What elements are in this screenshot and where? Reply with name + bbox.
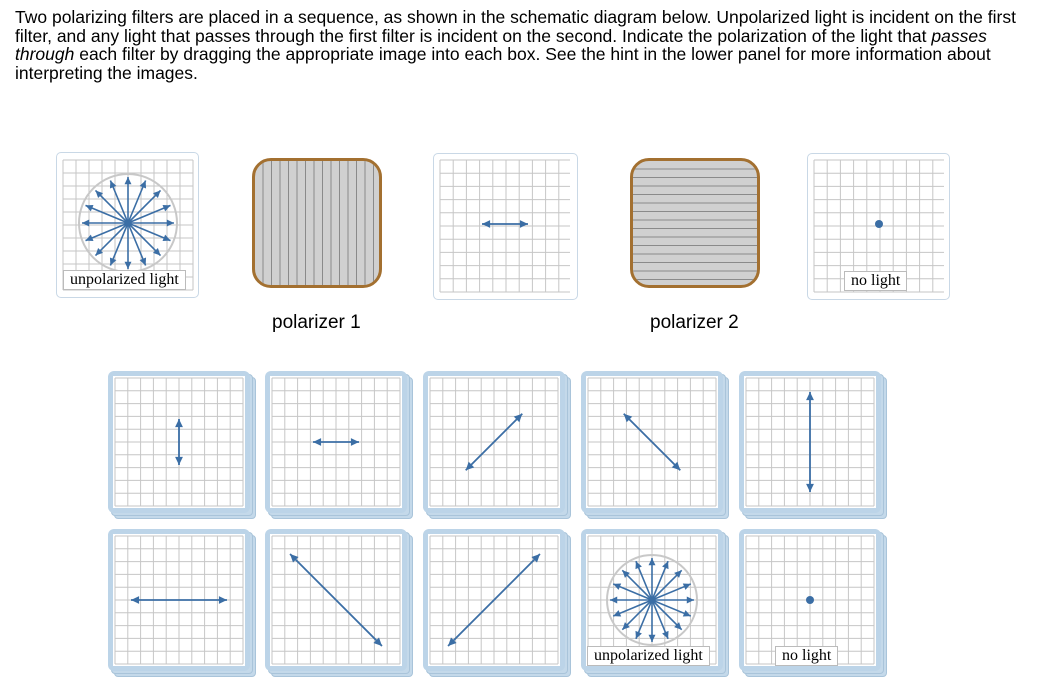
tile-short-horizontal[interactable]	[265, 371, 407, 513]
tile-short-diagonal-up[interactable]	[423, 371, 565, 513]
unpolarized-light-icon	[607, 555, 697, 645]
polarizer-2-horizontal-icon	[630, 158, 760, 288]
tile-short-diagonal-down[interactable]	[581, 371, 723, 513]
tile-grid	[586, 376, 718, 508]
tile-long-horizontal[interactable]	[108, 529, 250, 671]
no-light-dot-icon	[875, 220, 883, 228]
tile-short-vertical[interactable]	[108, 371, 250, 513]
tile-face	[108, 371, 250, 513]
tile-grid	[113, 534, 245, 666]
instructions-text: Two polarizing filters are placed in a sequence, as shown in the schematic diagram below. Unpolarized light is incident on the first filter, and any light that passes through the first filter is incident on the second. Indicate the polarization of the light that passes through each filter by dragging the appropriate image into each box. See the hint in the lower panel for more information about interpreting the images.	[15, 7, 1016, 83]
tile-long-diagonal-down[interactable]	[265, 529, 407, 671]
tile-face	[581, 371, 723, 513]
tile-face	[739, 529, 881, 671]
tile-grid	[270, 534, 402, 666]
drop-box-after-polarizer-1[interactable]	[433, 153, 578, 300]
unpolarized-light-icon	[79, 174, 177, 272]
tile-unpolarized[interactable]	[581, 529, 723, 671]
tile-caption: no light	[775, 646, 838, 666]
tile-grid	[270, 376, 402, 508]
tile-grid	[428, 534, 560, 666]
polarizer-1-vertical-icon	[252, 158, 382, 288]
tile-face	[581, 529, 723, 671]
tile-long-vertical[interactable]	[739, 371, 881, 513]
tile-face	[265, 371, 407, 513]
tile-face	[739, 371, 881, 513]
polarizer-1-label: polarizer 1	[272, 312, 361, 333]
tile-grid	[113, 376, 245, 508]
tile-face	[265, 529, 407, 671]
source-box	[56, 152, 199, 298]
tile-grid	[428, 376, 560, 508]
tile-face	[423, 371, 565, 513]
short-horizontal-arrow-icon	[482, 220, 528, 228]
polarizer-2-label: polarizer 2	[650, 312, 739, 333]
no-light-dot-icon	[806, 596, 814, 604]
grid-lines	[440, 160, 570, 292]
tile-caption: unpolarized light	[587, 646, 710, 666]
tile-long-diagonal-up[interactable]	[423, 529, 565, 671]
drop-box-after-polarizer-2[interactable]	[807, 153, 950, 300]
tile-no-light[interactable]	[739, 529, 881, 671]
no-light-caption: no light	[844, 271, 907, 291]
tile-face	[423, 529, 565, 671]
tile-face	[108, 529, 250, 671]
unpolarized-light-caption: unpolarized light	[63, 270, 186, 290]
tile-grid	[744, 376, 876, 508]
